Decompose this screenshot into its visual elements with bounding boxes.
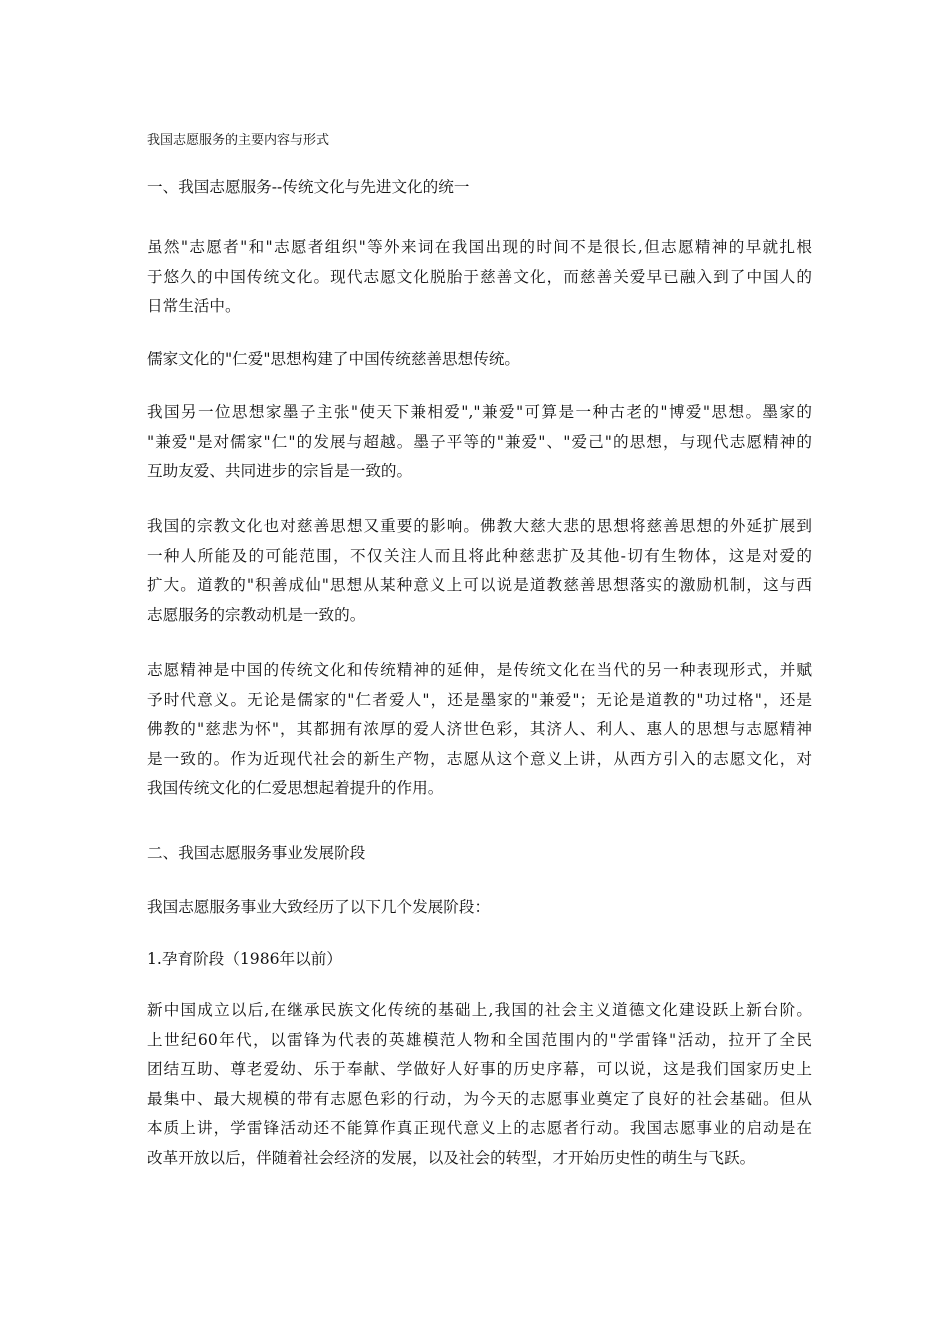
text-line: 我国的宗教文化也对慈善思想又重要的影响。佛教大慈大悲的思想将慈善思想的外延扩展到 — [147, 517, 812, 535]
text-line: 互助友爱、共同进步的宗旨是一致的。 — [147, 462, 413, 481]
text-line: 志愿服务的宗教动机是一致的。 — [147, 605, 366, 624]
section-heading-1: 一、我国志愿服务--传统文化与先进文化的统一 — [147, 178, 470, 196]
text-line: 虽然"志愿者"和"志愿者组织"等外来词在我国出现的时间不是很长,但志愿精神的早就扎根 — [147, 238, 812, 256]
paragraph — [147, 656, 812, 804]
text-line: "兼爱"是对儒家"仁"的发展与超越。墨子平等的"兼爱"、"爱己"的思想，与现代志愿精神的 — [147, 432, 812, 451]
text-line: 是一致的。作为近现代社会的新生产物，志愿从这个意义上讲，从西方引入的志愿文化，对 — [147, 749, 812, 768]
text-line: 儒家文化的"仁爱"思想构建了中国传统慈善思想传统。 — [147, 350, 521, 368]
section-heading-2: 二、我国志愿服务事业发展阶段 — [147, 844, 366, 862]
paragraph — [147, 345, 812, 375]
paragraph — [147, 945, 812, 975]
text-line: 我国另一位思想家墨子主张"使天下兼相爱","兼爱"可算是一种古老的"博爱"思想。墨家的 — [147, 403, 812, 421]
paragraph — [147, 893, 812, 923]
text-line: 志愿精神是中国的传统文化和传统精神的延伸，是传统文化在当代的另一种表现形式，并赋 — [147, 661, 812, 679]
paragraph — [147, 233, 812, 322]
text-line: 一种人所能及的可能范围，不仅关注人而且将此种慈悲扩及其他-切有生物体，这是对爱的 — [147, 546, 812, 565]
text-line: 我国志愿服务事业大致经历了以下几个发展阶段： — [147, 898, 491, 916]
text-line: 予时代意义。无论是儒家的"仁者爱人"，还是墨家的"兼爱"；无论是道教的"功过格"，还是 — [147, 690, 812, 709]
text-line: 本质上讲，学雷锋活动还不能算作真正现代意义上的志愿者行动。我国志愿事业的启动是在 — [147, 1119, 812, 1138]
paragraph — [147, 512, 812, 630]
text-line: 最集中、最大规模的带有志愿色彩的行动，为今天的志愿事业奠定了良好的社会基础。但从 — [147, 1089, 812, 1108]
paragraph — [147, 996, 812, 1174]
document-title: 我国志愿服务的主要内容与形式 — [147, 133, 330, 148]
text-line: 团结互助、尊老爱幼、乐于奉献、学做好人好事的历史序幕，可以说，这是我们国家历史上 — [147, 1060, 812, 1079]
text-line: 于悠久的中国传统文化。现代志愿文化脱胎于慈善文化，而慈善关爱早已融入到了中国人的 — [147, 267, 812, 286]
text-line: 改革开放以后，伴随着社会经济的发展，以及社会的转型，才开始历史性的萌生与飞跃。 — [147, 1148, 756, 1167]
text-line: 佛教的"慈悲为怀"，其都拥有浓厚的爱人济世色彩，其济人、利人、惠人的思想与志愿精神 — [147, 720, 812, 739]
text-line: 1.孕育阶段（1986年以前） — [147, 950, 342, 968]
text-line: 扩大。道教的"积善成仙"思想从某种意义上可以说是道教慈善思想落实的激励机制，这与西 — [147, 576, 812, 595]
text-line: 新中国成立以后,在继承民族文化传统的基础上,我国的社会主义道德文化建设跃上新台阶。 — [147, 1001, 812, 1019]
text-line: 上世纪60年代，以雷锋为代表的英雄模范人物和全国范围内的"学雷锋"活动，拉开了全民 — [147, 1030, 812, 1049]
text-line: 日常生活中。 — [147, 297, 241, 316]
text-line: 我国传统文化的仁爱思想起着提升的作用。 — [147, 779, 444, 798]
paragraph — [147, 398, 812, 487]
